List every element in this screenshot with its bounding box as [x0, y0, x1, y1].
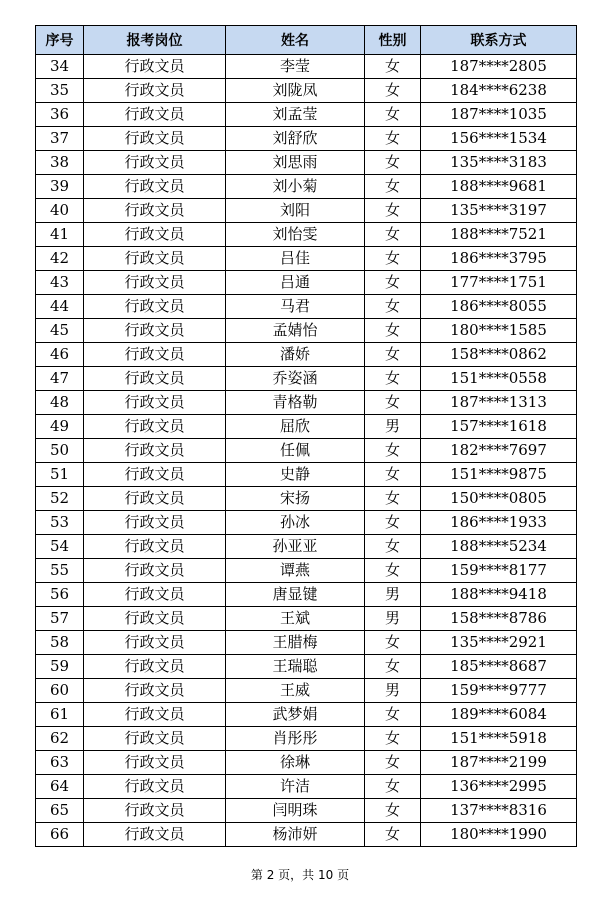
cell-gender: 女 — [365, 199, 421, 223]
cell-serial-number: 45 — [36, 319, 84, 343]
table-row — [36, 415, 577, 439]
cell-gender: 男 — [365, 679, 421, 703]
cell-applied-position: 行政文员 — [84, 151, 226, 175]
table-row — [36, 271, 577, 295]
cell-serial-number: 48 — [36, 391, 84, 415]
header-gender: 性别 — [365, 26, 421, 55]
cell-serial-number: 54 — [36, 535, 84, 559]
cell-applied-position: 行政文员 — [84, 271, 226, 295]
cell-serial-number: 35 — [36, 79, 84, 103]
cell-name: 潘娇 — [226, 343, 365, 367]
cell-serial-number: 64 — [36, 775, 84, 799]
table-row — [36, 247, 577, 271]
cell-contact: 156****1534 — [421, 127, 577, 151]
table-body — [36, 55, 577, 847]
cell-serial-number: 55 — [36, 559, 84, 583]
cell-gender: 女 — [365, 175, 421, 199]
cell-contact: 186****3795 — [421, 247, 577, 271]
table-row — [36, 463, 577, 487]
cell-name: 马君 — [226, 295, 365, 319]
cell-serial-number: 66 — [36, 823, 84, 847]
cell-applied-position: 行政文员 — [84, 487, 226, 511]
cell-gender: 女 — [365, 391, 421, 415]
table-row — [36, 823, 577, 847]
cell-serial-number: 42 — [36, 247, 84, 271]
cell-applied-position: 行政文员 — [84, 223, 226, 247]
cell-applied-position: 行政文员 — [84, 55, 226, 79]
table-row — [36, 319, 577, 343]
cell-gender: 女 — [365, 55, 421, 79]
cell-gender: 男 — [365, 607, 421, 631]
cell-name: 屈欣 — [226, 415, 365, 439]
table-row — [36, 703, 577, 727]
cell-gender: 女 — [365, 535, 421, 559]
table-row — [36, 679, 577, 703]
cell-gender: 女 — [365, 727, 421, 751]
cell-gender: 女 — [365, 247, 421, 271]
cell-contact: 180****1585 — [421, 319, 577, 343]
cell-applied-position: 行政文员 — [84, 247, 226, 271]
cell-applied-position: 行政文员 — [84, 415, 226, 439]
cell-contact: 158****0862 — [421, 343, 577, 367]
table-row — [36, 391, 577, 415]
cell-name: 王威 — [226, 679, 365, 703]
cell-contact: 186****8055 — [421, 295, 577, 319]
cell-applied-position: 行政文员 — [84, 103, 226, 127]
cell-applied-position: 行政文员 — [84, 559, 226, 583]
cell-serial-number: 61 — [36, 703, 84, 727]
cell-name: 刘陇凤 — [226, 79, 365, 103]
cell-contact: 185****8687 — [421, 655, 577, 679]
cell-contact: 159****8177 — [421, 559, 577, 583]
cell-applied-position: 行政文员 — [84, 511, 226, 535]
cell-name: 刘思雨 — [226, 151, 365, 175]
cell-gender: 女 — [365, 439, 421, 463]
cell-serial-number: 44 — [36, 295, 84, 319]
cell-gender: 女 — [365, 463, 421, 487]
cell-name: 孙亚亚 — [226, 535, 365, 559]
table-row — [36, 439, 577, 463]
cell-gender: 女 — [365, 655, 421, 679]
table-row — [36, 655, 577, 679]
cell-gender: 男 — [365, 583, 421, 607]
cell-gender: 男 — [365, 415, 421, 439]
cell-gender: 女 — [365, 151, 421, 175]
cell-serial-number: 46 — [36, 343, 84, 367]
page-footer: 第 2 页，共 10 页 — [250, 868, 350, 882]
cell-gender: 女 — [365, 631, 421, 655]
cell-name: 闫明珠 — [226, 799, 365, 823]
cell-contact: 135****2921 — [421, 631, 577, 655]
cell-gender: 女 — [365, 79, 421, 103]
cell-serial-number: 56 — [36, 583, 84, 607]
cell-contact: 188****5234 — [421, 535, 577, 559]
cell-applied-position: 行政文员 — [84, 127, 226, 151]
cell-name: 王瑞聪 — [226, 655, 365, 679]
cell-contact: 158****8786 — [421, 607, 577, 631]
cell-contact: 137****8316 — [421, 799, 577, 823]
cell-applied-position: 行政文员 — [84, 679, 226, 703]
header-serial-number: 序号 — [36, 26, 84, 55]
cell-serial-number: 47 — [36, 367, 84, 391]
cell-contact: 187****1313 — [421, 391, 577, 415]
cell-name: 刘小菊 — [226, 175, 365, 199]
cell-serial-number: 60 — [36, 679, 84, 703]
cell-applied-position: 行政文员 — [84, 367, 226, 391]
cell-gender: 女 — [365, 511, 421, 535]
cell-serial-number: 51 — [36, 463, 84, 487]
cell-name: 刘舒欣 — [226, 127, 365, 151]
cell-serial-number: 57 — [36, 607, 84, 631]
table-row — [36, 175, 577, 199]
table-row — [36, 727, 577, 751]
cell-serial-number: 53 — [36, 511, 84, 535]
cell-contact: 187****2199 — [421, 751, 577, 775]
table-row — [36, 511, 577, 535]
cell-name: 乔姿涵 — [226, 367, 365, 391]
cell-name: 肖彤彤 — [226, 727, 365, 751]
cell-serial-number: 52 — [36, 487, 84, 511]
cell-applied-position: 行政文员 — [84, 535, 226, 559]
table-row — [36, 583, 577, 607]
table-row — [36, 223, 577, 247]
cell-gender: 女 — [365, 127, 421, 151]
cell-serial-number: 39 — [36, 175, 84, 199]
cell-contact: 188****9681 — [421, 175, 577, 199]
table-row — [36, 127, 577, 151]
cell-contact: 182****7697 — [421, 439, 577, 463]
cell-name: 李莹 — [226, 55, 365, 79]
cell-contact: 177****1751 — [421, 271, 577, 295]
cell-name: 吕通 — [226, 271, 365, 295]
cell-name: 史静 — [226, 463, 365, 487]
cell-applied-position: 行政文员 — [84, 583, 226, 607]
cell-applied-position: 行政文员 — [84, 751, 226, 775]
cell-serial-number: 38 — [36, 151, 84, 175]
applicant-table — [35, 25, 577, 847]
table-row — [36, 55, 577, 79]
cell-name: 王腊梅 — [226, 631, 365, 655]
table-row — [36, 799, 577, 823]
cell-applied-position: 行政文员 — [84, 319, 226, 343]
cell-serial-number: 65 — [36, 799, 84, 823]
table-row — [36, 295, 577, 319]
cell-gender: 女 — [365, 751, 421, 775]
cell-applied-position: 行政文员 — [84, 79, 226, 103]
table-row — [36, 103, 577, 127]
cell-contact: 151****9875 — [421, 463, 577, 487]
table-row — [36, 343, 577, 367]
cell-serial-number: 58 — [36, 631, 84, 655]
cell-gender: 女 — [365, 823, 421, 847]
cell-serial-number: 63 — [36, 751, 84, 775]
cell-gender: 女 — [365, 367, 421, 391]
cell-gender: 女 — [365, 559, 421, 583]
cell-contact: 188****7521 — [421, 223, 577, 247]
cell-name: 武梦娟 — [226, 703, 365, 727]
cell-serial-number: 49 — [36, 415, 84, 439]
cell-contact: 135****3197 — [421, 199, 577, 223]
cell-gender: 女 — [365, 343, 421, 367]
cell-name: 杨沛妍 — [226, 823, 365, 847]
table-row — [36, 151, 577, 175]
table-row — [36, 559, 577, 583]
table-row — [36, 775, 577, 799]
table-row — [36, 487, 577, 511]
cell-contact: 187****1035 — [421, 103, 577, 127]
cell-applied-position: 行政文员 — [84, 631, 226, 655]
cell-applied-position: 行政文员 — [84, 343, 226, 367]
cell-serial-number: 62 — [36, 727, 84, 751]
cell-contact: 186****1933 — [421, 511, 577, 535]
header-contact: 联系方式 — [421, 26, 577, 55]
cell-name: 孙冰 — [226, 511, 365, 535]
cell-contact: 136****2995 — [421, 775, 577, 799]
cell-name: 吕佳 — [226, 247, 365, 271]
cell-contact: 135****3183 — [421, 151, 577, 175]
cell-name: 宋扬 — [226, 487, 365, 511]
cell-contact: 151****0558 — [421, 367, 577, 391]
cell-applied-position: 行政文员 — [84, 799, 226, 823]
cell-gender: 女 — [365, 775, 421, 799]
cell-name: 许洁 — [226, 775, 365, 799]
cell-applied-position: 行政文员 — [84, 295, 226, 319]
cell-name: 青格勒 — [226, 391, 365, 415]
cell-applied-position: 行政文员 — [84, 655, 226, 679]
table-row — [36, 79, 577, 103]
cell-applied-position: 行政文员 — [84, 823, 226, 847]
cell-gender: 女 — [365, 703, 421, 727]
cell-applied-position: 行政文员 — [84, 727, 226, 751]
table-row — [36, 199, 577, 223]
cell-applied-position: 行政文员 — [84, 607, 226, 631]
table-row — [36, 607, 577, 631]
cell-gender: 女 — [365, 487, 421, 511]
cell-serial-number: 40 — [36, 199, 84, 223]
cell-serial-number: 43 — [36, 271, 84, 295]
cell-applied-position: 行政文员 — [84, 199, 226, 223]
header-applied-position: 报考岗位 — [84, 26, 226, 55]
table-row — [36, 535, 577, 559]
cell-gender: 女 — [365, 295, 421, 319]
cell-contact: 180****1990 — [421, 823, 577, 847]
cell-applied-position: 行政文员 — [84, 775, 226, 799]
table-row — [36, 751, 577, 775]
cell-contact: 159****9777 — [421, 679, 577, 703]
cell-name: 王斌 — [226, 607, 365, 631]
cell-name: 刘孟莹 — [226, 103, 365, 127]
cell-applied-position: 行政文员 — [84, 439, 226, 463]
cell-applied-position: 行政文员 — [84, 463, 226, 487]
cell-name: 徐琳 — [226, 751, 365, 775]
cell-serial-number: 34 — [36, 55, 84, 79]
cell-name: 刘阳 — [226, 199, 365, 223]
cell-contact: 184****6238 — [421, 79, 577, 103]
cell-contact: 150****0805 — [421, 487, 577, 511]
table-header-row — [36, 26, 577, 55]
cell-serial-number: 50 — [36, 439, 84, 463]
cell-contact: 151****5918 — [421, 727, 577, 751]
cell-serial-number: 37 — [36, 127, 84, 151]
cell-gender: 女 — [365, 319, 421, 343]
cell-serial-number: 41 — [36, 223, 84, 247]
table-row — [36, 631, 577, 655]
cell-serial-number: 59 — [36, 655, 84, 679]
cell-applied-position: 行政文员 — [84, 703, 226, 727]
cell-contact: 189****6084 — [421, 703, 577, 727]
cell-contact: 187****2805 — [421, 55, 577, 79]
cell-name: 任佩 — [226, 439, 365, 463]
table-row — [36, 367, 577, 391]
cell-gender: 女 — [365, 103, 421, 127]
cell-applied-position: 行政文员 — [84, 391, 226, 415]
cell-name: 刘怡雯 — [226, 223, 365, 247]
cell-contact: 188****9418 — [421, 583, 577, 607]
cell-name: 唐显键 — [226, 583, 365, 607]
cell-gender: 女 — [365, 271, 421, 295]
cell-contact: 157****1618 — [421, 415, 577, 439]
cell-gender: 女 — [365, 223, 421, 247]
cell-applied-position: 行政文员 — [84, 175, 226, 199]
cell-gender: 女 — [365, 799, 421, 823]
cell-serial-number: 36 — [36, 103, 84, 127]
header-name: 姓名 — [226, 26, 365, 55]
cell-name: 孟婧怡 — [226, 319, 365, 343]
cell-name: 谭燕 — [226, 559, 365, 583]
